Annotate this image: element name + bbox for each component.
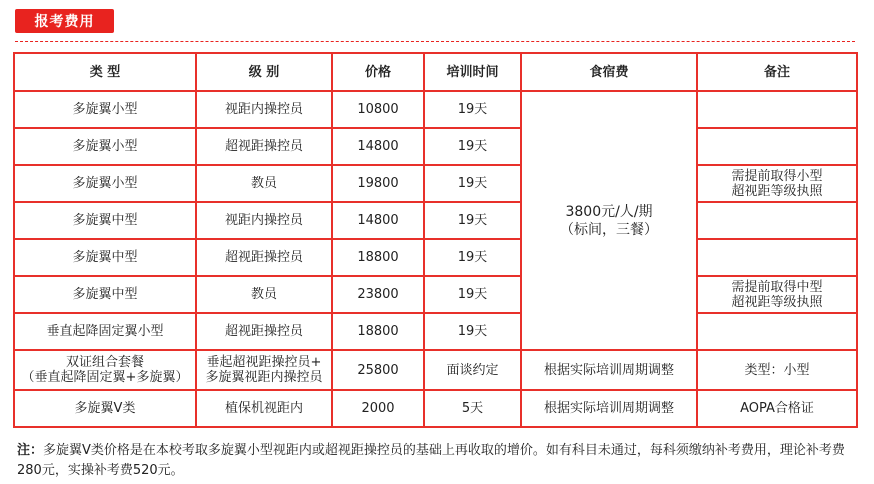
header-lodging: 食宿费 <box>521 53 697 91</box>
cell-price: 2000 <box>332 390 424 427</box>
level-line-1: 垂起超视距操控员+ <box>206 355 322 370</box>
cell-duration: 5天 <box>424 390 521 427</box>
header-duration: 培训时间 <box>424 53 521 91</box>
header-remark: 备注 <box>697 53 857 91</box>
cell-price: 10800 <box>332 91 424 128</box>
cell-remark: AOPA合格证 <box>697 390 857 427</box>
cell-remark: 类型：小型 <box>697 350 857 390</box>
header-price: 价格 <box>332 53 424 91</box>
cell-duration: 19天 <box>424 202 521 239</box>
cell-price: 18800 <box>332 239 424 276</box>
cell-level: 教员 <box>196 165 332 202</box>
cell-type: 多旋翼中型 <box>14 202 196 239</box>
footnote-text: 多旋翼V类价格是在本校考取多旋翼小型视距内或超视距操控员的基础上再收取的增价。如有科目未通过，每科须缴纳补考费用，理论补考费280元，实操补考费520元。 <box>17 443 845 478</box>
cell-price: 19800 <box>332 165 424 202</box>
header-type: 类 型 <box>14 53 196 91</box>
cell-duration: 19天 <box>424 239 521 276</box>
cell-duration: 19天 <box>424 91 521 128</box>
table-row <box>14 165 857 202</box>
cell-level <box>196 350 332 390</box>
cell-level: 超视距操控员 <box>196 128 332 165</box>
cell-lodging-merged <box>521 91 697 350</box>
cell-remark <box>697 239 857 276</box>
cell-price: 14800 <box>332 128 424 165</box>
cell-level: 视距内操控员 <box>196 91 332 128</box>
cell-type: 垂直起降固定翼小型 <box>14 313 196 350</box>
cell-remark <box>697 128 857 165</box>
cell-duration: 19天 <box>424 313 521 350</box>
cell-duration: 19天 <box>424 165 521 202</box>
footnote <box>17 441 862 481</box>
cell-level: 教员 <box>196 276 332 313</box>
cell-type: 多旋翼小型 <box>14 91 196 128</box>
cell-type: 多旋翼小型 <box>14 165 196 202</box>
type-line-1: 双证组合套餐 <box>65 355 144 370</box>
header-level: 级 别 <box>196 53 332 91</box>
table-row <box>14 202 857 239</box>
table-row <box>14 276 857 313</box>
cell-type: 多旋翼中型 <box>14 276 196 313</box>
table-header-row <box>14 53 857 91</box>
fee-table <box>13 52 858 428</box>
section-divider <box>15 41 855 42</box>
remark-line-2: 超视距等级执照 <box>731 183 823 199</box>
cell-level: 超视距操控员 <box>196 239 332 276</box>
table-row <box>14 128 857 165</box>
table-row <box>14 350 857 390</box>
lodging-line-1: 3800元/人/期 <box>565 203 653 220</box>
cell-type: 多旋翼中型 <box>14 239 196 276</box>
cell-type <box>14 350 196 390</box>
cell-level: 视距内操控员 <box>196 202 332 239</box>
cell-type: 多旋翼V类 <box>14 390 196 427</box>
cell-remark <box>697 313 857 350</box>
cell-price: 14800 <box>332 202 424 239</box>
cell-remark <box>697 276 857 313</box>
cell-duration: 19天 <box>424 276 521 313</box>
cell-level: 超视距操控员 <box>196 313 332 350</box>
remark-line-1: 需提前取得中型 <box>731 279 823 295</box>
cell-remark <box>697 91 857 128</box>
table-row <box>14 239 857 276</box>
cell-remark <box>697 202 857 239</box>
table-row <box>14 390 857 427</box>
cell-duration: 面谈约定 <box>424 350 521 390</box>
remark-line-1: 需提前取得小型 <box>731 168 823 184</box>
cell-lodging: 根据实际培训周期调整 <box>521 350 697 390</box>
cell-lodging: 根据实际培训周期调整 <box>521 390 697 427</box>
lodging-line-2: （标间，三餐） <box>560 221 658 238</box>
cell-remark <box>697 165 857 202</box>
cell-price: 18800 <box>332 313 424 350</box>
table-row <box>14 313 857 350</box>
table-row <box>14 91 857 128</box>
footnote-label: 注： <box>17 443 44 458</box>
cell-price: 25800 <box>332 350 424 390</box>
type-line-2: （垂直起降固定翼+多旋翼） <box>21 370 189 385</box>
section-tag: 报考费用 <box>15 9 114 33</box>
remark-line-2: 超视距等级执照 <box>731 294 823 310</box>
cell-duration: 19天 <box>424 128 521 165</box>
cell-price: 23800 <box>332 276 424 313</box>
cell-type: 多旋翼小型 <box>14 128 196 165</box>
cell-level: 植保机视距内 <box>196 390 332 427</box>
level-line-2: 多旋翼视距内操控员 <box>205 370 323 385</box>
